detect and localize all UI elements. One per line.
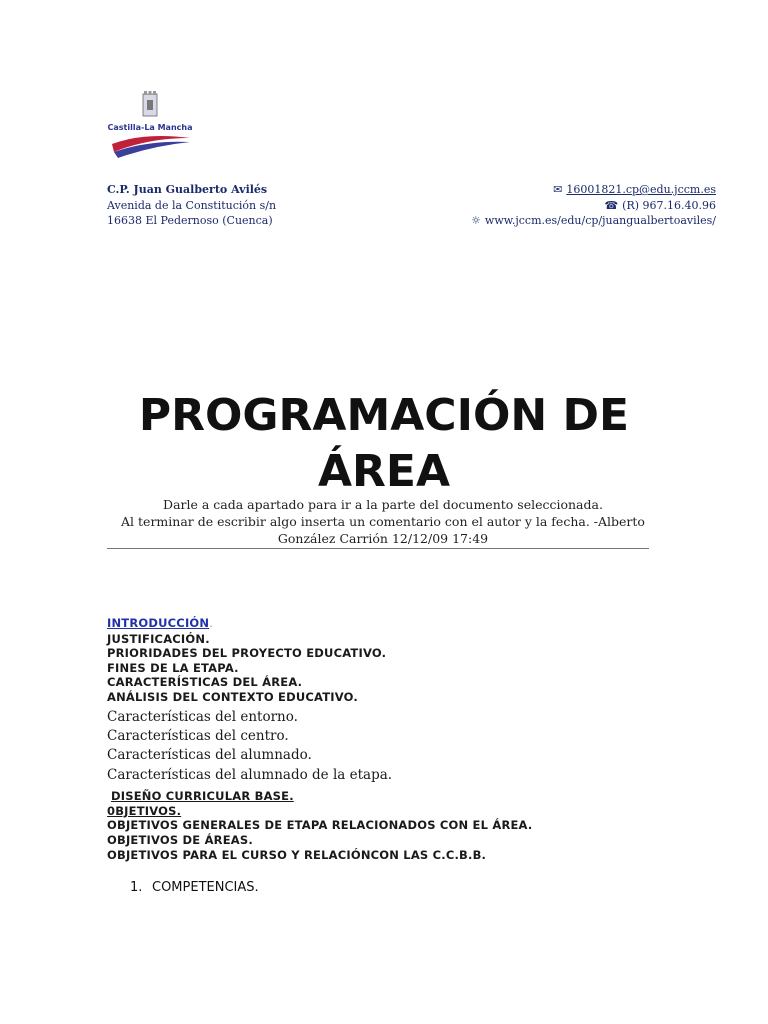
toc-item-fines[interactable]: FINES DE LA ETAPA. [107,660,239,675]
toc-item-prioridades[interactable]: PRIORIDADES DEL PROYECTO EDUCATIVO. [107,646,387,661]
title-line-2: ÁREA [317,446,451,497]
table-of-contents [107,616,707,862]
toc-item-centro[interactable]: Características del centro. [107,727,289,744]
phone-number: (R) 967.16.40.96 [622,198,716,212]
castilla-la-mancha-logo [108,88,192,160]
introduccion-suffix: . [209,616,214,630]
globe-icon: ☼ [471,214,481,227]
numbered-item-competencias[interactable] [130,880,259,895]
toc-item-analisis[interactable]: ANÁLISIS DEL CONTEXTO EDUCATIVO. [107,689,358,704]
note-line-1: Darle a cada apartado para ir a la parte del documento seleccionada. [163,497,603,512]
toc-item-objetivos-areas[interactable]: OBJETIVOS DE ÁREAS. [107,832,253,847]
toc-item-objetivos[interactable] [107,804,707,819]
toc-item-objetivos-generales[interactable]: OBJETIVOS GENERALES DE ETAPA RELACIONADOS CON EL ÁREA. [107,818,533,833]
note-line-3: González Carrión 12/12/09 17:49 [277,531,489,546]
school-address-block [107,182,276,229]
toc-item-introduccion [107,616,707,631]
note-line-2: Al terminar de escribir algo inserta un comentario con el autor y la fecha. -Alberto [121,514,645,529]
city-line: 16638 El Pedernoso (Cuenca) [107,214,273,227]
toc-item-justificacion[interactable]: JUSTIFICACIÓN. [107,631,210,646]
diseno-label: DISEÑO CURRICULAR BASE. [111,789,294,804]
phone-icon: ☎ [604,198,619,212]
list-number: 1. [130,880,143,895]
toc-item-objetivos-curso[interactable]: OBJETIVOS PARA EL CURSO Y RELACIÓNCON LAS C.C.B.B. [107,847,487,862]
title-line-1: PROGRAMACIÓN DE [138,390,630,441]
email-link[interactable]: 16001821.cp@edu.jccm.es [566,183,716,196]
school-name: C.P. Juan Gualberto Avilés [107,183,268,196]
divider-rule [107,548,649,549]
toc-item-diseno[interactable] [107,789,707,804]
svg-text:Castilla-La Mancha: Castilla-La Mancha [108,123,192,132]
toc-item-caracteristicas-area[interactable]: CARACTERÍSTICAS DEL ÁREA. [107,675,303,690]
list-label: COMPETENCIAS. [152,880,259,895]
website-url: www.jccm.es/edu/cp/juangualbertoaviles/ [484,214,716,227]
email-icon: ✉ [553,183,563,196]
toc-item-alumnado-etapa[interactable]: Características del alumnado de la etapa. [107,766,393,783]
toc-item-alumnado[interactable]: Características del alumnado. [107,747,312,764]
introduccion-link[interactable]: INTRODUCCIÓN [107,616,210,630]
page-title [0,388,768,500]
toc-item-entorno[interactable]: Características del entorno. [107,708,298,725]
contact-block [471,182,716,229]
address-line: Avenida de la Constitución s/n [107,198,277,212]
instruction-note [110,496,656,547]
objetivos-label: 0BJETIVOS. [107,803,182,818]
